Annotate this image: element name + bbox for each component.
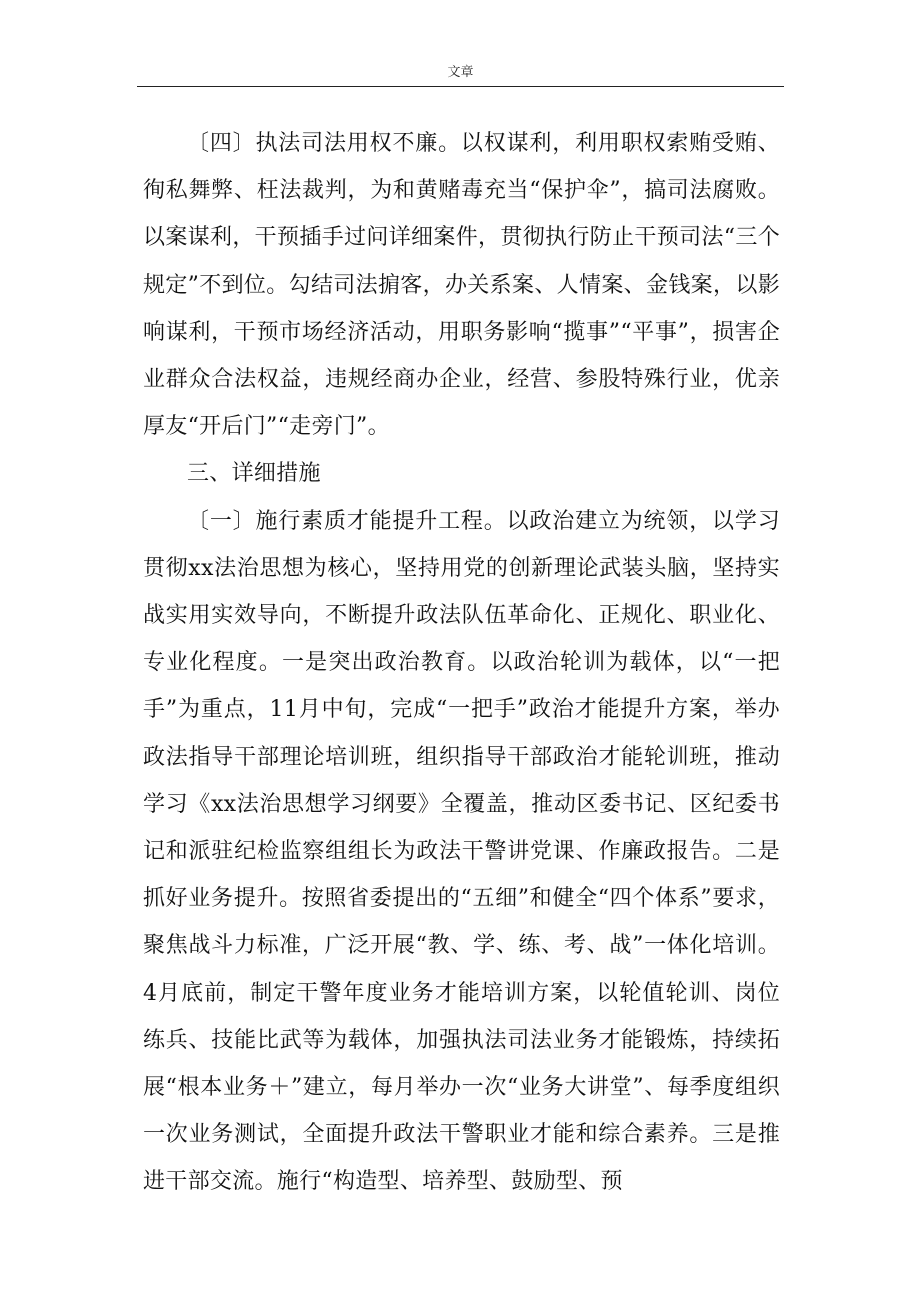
section-heading-measures: 三、详细措施 <box>187 461 321 487</box>
paragraph-capability-project: 〔一〕施行素质才能提升工程。以政治建立为统领，以学习贯彻xx法治思想为核心，坚持用党的创新理论武装头脑，坚持实战实用实效导向，不断提升政法队伍革命化、正规化、职业化、专业化程度。一是突出政治教育。以政治轮训为载体，以“一把手”为重点，11月中旬，完成“一把手”政治才能提升方案，举办政法指导干部理论培训班，组织指导干部政治才能轮训班，推动学习《xx法治思想学习纲要》全覆盖，推动区委书记、区纪委书记和派驻纪检监察组组长为政法干警讲党课、作廉政报告。二是抓好业务提升。按照省委提出的“五细”和健全“四个体系”要求，聚焦战斗力标准，广泛开展“教、学、练、考、战”一体化培训。4月底前，制定干警年度业务才能培训方案，以轮值轮训、岗位练兵、技能比武等为载体，加强执法司法业务才能锻炼，持续拓展“根本业务＋”建立，每月举办一次“业务大讲堂”、每季度组织一次业务测试，全面提升政法干警职业才能和综合素养。三是推进干部交流。施行“构造型、培养型、鼓励型、预 <box>143 508 780 1195</box>
page-header <box>137 60 784 87</box>
document-body <box>143 120 780 1206</box>
header-title: 文章 <box>447 65 474 80</box>
paragraph-misconduct: 〔四〕执法司法用权不廉。以权谋利，利用职权索贿受贿、徇私舞弊、枉法裁判，为和黄赌毒充当“保护伞”，搞司法腐败。以案谋利，干预插手过问详细案件，贯彻执行防止干预司法“三个规定”不到位。勾结司法掮客，办关系案、人情案、金钱案，以影响谋利，干预市场经济活动，用职务影响“揽事”“平事”，损害企业群众合法权益，违规经商办企业，经营、参股特殊行业，优亲厚友“开后门”“走旁门”。 <box>143 131 780 440</box>
